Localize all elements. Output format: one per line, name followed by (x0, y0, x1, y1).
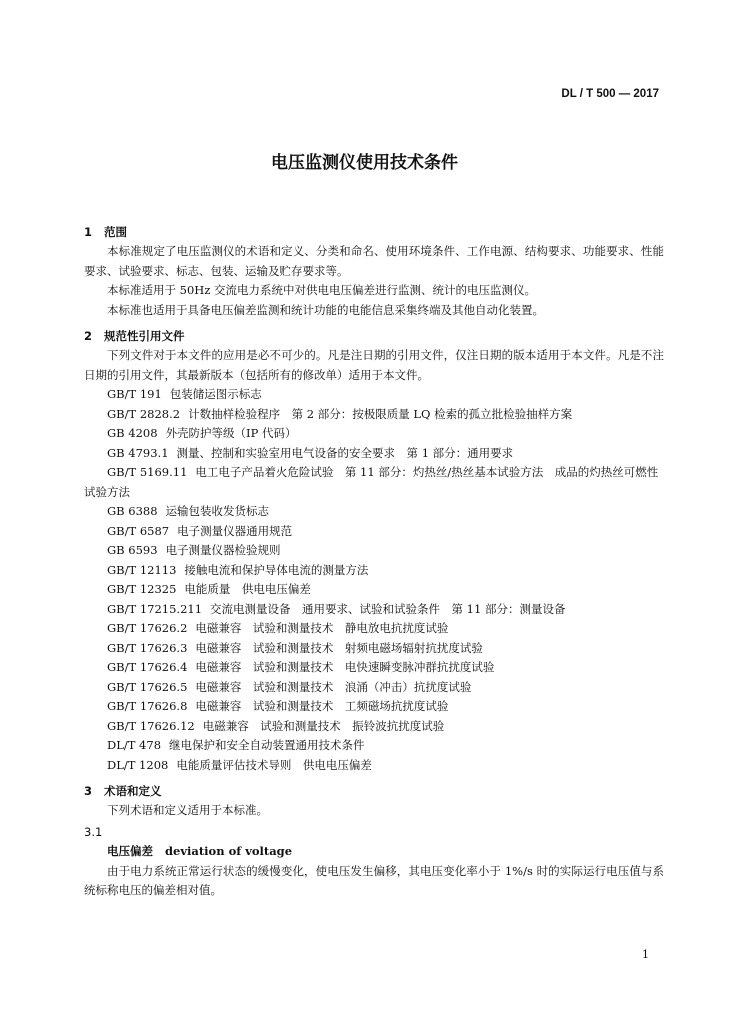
paragraph: 下列文件对于本文件的应用是必不可少的。凡是注日期的引用文件，仅注日期的版本适用于本文件。凡是不注日期的引用文件，其最新版本（包括所有的修改单）适用于本文件。 (84, 348, 664, 382)
term-title (84, 842, 664, 862)
reference-title: 电能质量 供电电压偏差 (184, 582, 311, 596)
section-heading-terms (84, 781, 664, 801)
document-title: 电压监测仪使用技术条件 (271, 153, 458, 173)
reference-item (84, 463, 664, 502)
page-number: 1 (642, 948, 649, 961)
reference-code: GB/T 6587 (107, 523, 170, 538)
reference-item (84, 619, 664, 639)
reference-code: GB/T 17626.3 (107, 640, 188, 655)
reference-item (84, 424, 664, 444)
reference-item (84, 522, 664, 542)
reference-title: 电能质量评估技术导则 供电电压偏差 (176, 757, 372, 772)
reference-code: GB 6388 (107, 504, 158, 518)
paragraph: 下列术语和定义适用于本标准。 (107, 803, 268, 817)
reference-title: 交流电测量设备 通用要求、试验和试验条件 第 11 部分：测量设备 (210, 601, 566, 616)
reference-code: GB/T 191 (107, 387, 162, 401)
reference-title: 电磁兼容 试验和测量技术 静电放电抗扰度试验 (195, 621, 449, 635)
section-heading-scope (84, 222, 664, 242)
reference-code: GB 6593 (107, 543, 158, 557)
reference-code: GB/T 2828.2 (107, 406, 181, 421)
reference-code: GB/T 17626.5 (107, 679, 188, 694)
section-title: 术语和定义 (104, 784, 162, 798)
reference-code: DL/T 1208 (107, 757, 169, 772)
reference-title: 电磁兼容 试验和测量技术 电快速瞬变脉冲群抗扰度试验 (195, 660, 495, 674)
reference-title: 外壳防护等级（IP 代码） (165, 426, 297, 440)
reference-code: GB 4208 (107, 426, 158, 440)
reference-item (84, 639, 664, 659)
section-number: 2 (84, 329, 93, 343)
section-number: 3 (84, 784, 93, 798)
reference-title: 运输包装收发货标志 (165, 504, 270, 518)
reference-item (84, 502, 664, 522)
reference-code: GB 4793.1 (107, 445, 169, 460)
term-definition: 由于电力系统正常运行状态的缓慢变化，使电压发生偏移，其电压变化率小于 1%/s 时的实际运行电压值与系统标称电压的偏差相对值。 (84, 863, 664, 897)
reference-code: GB/T 17626.8 (107, 699, 188, 713)
reference-code: DL/T 478 (107, 738, 162, 752)
reference-code: GB/T 12325 (107, 582, 177, 596)
reference-item (84, 600, 664, 620)
term-title-en: deviation of voltage (165, 844, 293, 858)
reference-title: 电磁兼容 试验和测量技术 工频磁场抗扰度试验 (195, 699, 449, 713)
reference-code: GB/T 17215.211 (107, 601, 203, 616)
reference-item (84, 405, 664, 425)
term-number: 3.1 (84, 824, 103, 839)
section-number: 1 (84, 225, 93, 239)
reference-code: GB/T 5169.11 (107, 465, 188, 479)
reference-title: 电磁兼容 试验和测量技术 浪涌（冲击）抗扰度试验 (195, 679, 472, 694)
section-heading-normative-references (84, 326, 664, 346)
reference-item (84, 658, 664, 678)
reference-item (84, 580, 664, 600)
paragraph: 本标准适用于 50Hz 交流电力系统中对供电电压偏差进行监测、统计的电压监测仪。 (107, 283, 537, 297)
reference-title: 包装储运图示标志 (169, 387, 262, 401)
reference-item (84, 541, 664, 561)
reference-title: 测量、控制和实验室用电气设备的安全要求 第 1 部分：通用要求 (176, 445, 514, 460)
paragraph: 本标准也适用于具备电压偏差监测和统计功能的电能信息采集终端及其他自动化装置。 (107, 302, 544, 317)
term-title-cn: 电压偏差 (107, 844, 153, 858)
reference-title: 电子测量仪器检验规则 (165, 543, 281, 557)
reference-item (84, 444, 664, 464)
reference-code: GB/T 12113 (107, 562, 177, 577)
reference-item (84, 561, 664, 581)
reference-item (84, 756, 664, 776)
reference-item (84, 678, 664, 698)
paragraph: 本标准规定了电压监测仪的术语和定义、分类和命名、使用环境条件、工作电源、结构要求、功能要求、性能要求、试验要求、标志、包装、运输及贮存要求等。 (84, 244, 664, 278)
reference-title: 电磁兼容 试验和测量技术 射频电磁场辐射抗扰度试验 (195, 640, 483, 655)
reference-item (84, 697, 664, 717)
reference-item (84, 717, 664, 737)
reference-item (84, 736, 664, 756)
reference-title: 电磁兼容 试验和测量技术 振铃波抗扰度试验 (202, 718, 445, 733)
reference-title: 接触电流和保护导体电流的测量方法 (184, 562, 369, 577)
reference-item (84, 385, 664, 405)
reference-code: GB/T 17626.4 (107, 660, 188, 674)
reference-code: GB/T 17626.12 (107, 718, 195, 733)
reference-title: 电子测量仪器通用规范 (177, 523, 293, 538)
reference-title: 继电保护和安全自动装置通用技术条件 (169, 738, 365, 752)
reference-title: 电工电子产品着火危险试验 第 11 部分：灼热丝/热丝基本试验方法 成品的灼热丝可燃性试验方法 (84, 465, 659, 499)
reference-list (84, 385, 664, 775)
section-title: 范围 (104, 225, 127, 239)
document-number: DL / T 500 — 2017 (561, 88, 659, 100)
document-body (84, 216, 664, 901)
reference-code: GB/T 17626.2 (107, 621, 188, 635)
section-title: 规范性引用文件 (104, 329, 185, 343)
reference-title: 计数抽样检验程序 第 2 部分：按极限质量 LQ 检索的孤立批检验抽样方案 (188, 406, 573, 421)
